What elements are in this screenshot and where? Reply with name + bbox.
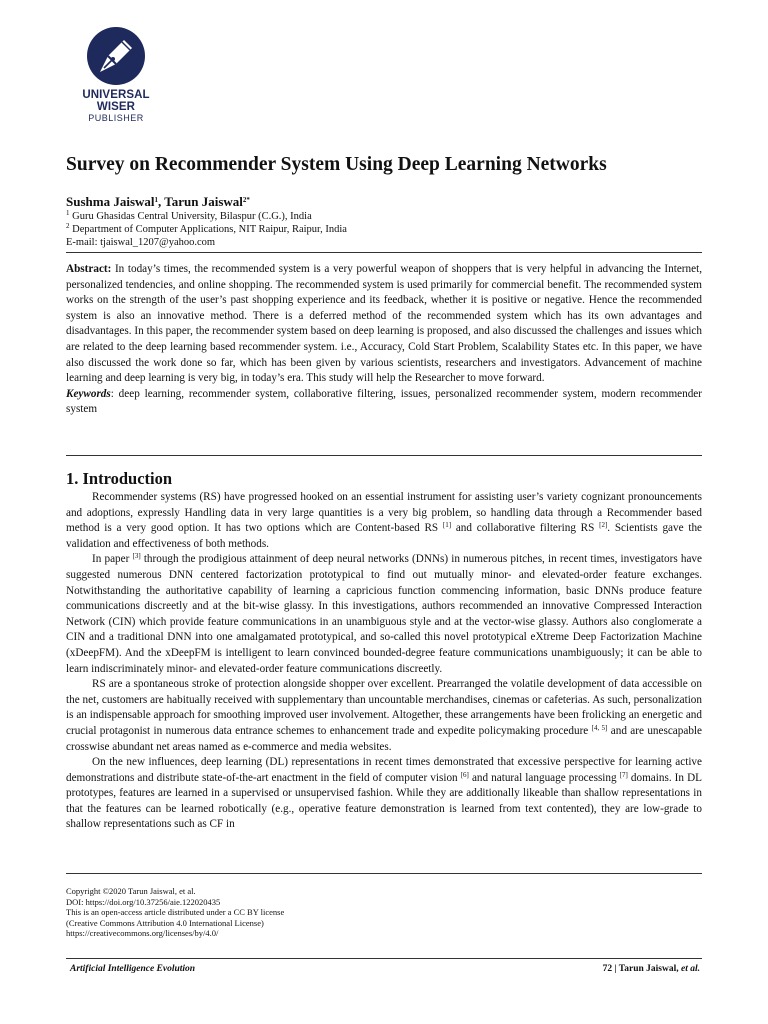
- license-url-line: https://creativecommons.org/licenses/by/4.0/: [66, 928, 219, 938]
- author-2: Tarun Jaiswal: [164, 194, 243, 209]
- copyright-footnote: [66, 886, 284, 939]
- abstract-block: [66, 262, 702, 418]
- affiliation-1-text: Guru Ghasidas Central University, Bilaspur (C.G.), India: [69, 211, 312, 222]
- paragraph-2: [66, 552, 702, 677]
- citation-3: [3]: [132, 552, 141, 561]
- footer-etal: et al.: [681, 964, 700, 974]
- abstract: [66, 262, 702, 387]
- p1-text-b: and collaborative filtering RS: [451, 522, 600, 535]
- page-number-author: 72 | Tarun Jaiswal,: [602, 964, 681, 974]
- author-email: E-mail: tjaiswal_1207@yahoo.com: [66, 237, 216, 248]
- affiliation-2: [66, 223, 347, 236]
- author-1-sup: 1: [154, 196, 158, 204]
- paragraph-3: [66, 677, 702, 755]
- affiliations: [66, 210, 347, 249]
- p1-text-a: Recommender systems (RS) have progressed hooked on an essential instrument for assisting user’s variety cognizant pronouncements and adoptions, expressly Handling data in very large quantities is a very big problem, so handling data through a Recommender based method is a very good option. It has two options which are Content-based RS: [66, 491, 702, 535]
- citation-1: [1]: [442, 521, 452, 530]
- journal-name: Artificial Intelligence Evolution: [70, 964, 196, 974]
- p3-text-a: RS are a spontaneous stroke of protection alongside shopper over excellent. Prearranged the volatile development of data accessible on the net, customers are habitually received with supplementary than uncountable merchandises, cinemas or cafeterias. As such, personalization is an indispensable approach for smoothing improved user involvement. Altogether, these arrangements have been frolicking an energetic and crucial protagonist in numerous data entrance schemes to enhancement trade and expedite policymaking procedure: [66, 678, 702, 737]
- abstract-label: Abstract:: [66, 263, 112, 275]
- p4-text-b: and natural language processing: [468, 771, 620, 784]
- citation-4-5: [4, 5]: [591, 723, 608, 732]
- p2-text-a: In paper: [92, 553, 133, 566]
- keywords-label: Keywords: [66, 387, 111, 400]
- affiliation-2-sup: 2: [66, 222, 70, 230]
- divider-footnote: [66, 873, 702, 874]
- logo-subtitle: PUBLISHER: [88, 113, 144, 123]
- author-1: Sushma Jaiswal: [66, 194, 155, 209]
- divider-abstract: [66, 455, 702, 456]
- section-heading: 1. Introduction: [66, 469, 173, 488]
- copyright-line: Copyright ©2020 Tarun Jaiswal, et al.: [66, 886, 196, 896]
- author-separator: ,: [158, 194, 165, 209]
- page-footer: [430, 964, 700, 974]
- p4-text-a: On the new influences, deep learning (DL) representations in recent times demonstrated that excessive perspective for learning active demonstrations and distribute state-of-the-art enactment in the field of computer vision: [66, 756, 702, 784]
- citation-6: [6]: [460, 770, 469, 779]
- p2-text-b: through the prodigious attainment of deep neural networks (DNNs) in numerous pitches, in recent times, investigators have suggested numerous DNN centered factorization prototypical to find out mutually minor- and elevated-order feature exchanges. Notwithstanding the authoritative capability of learning a capricious function commencing information, basic DNNs produce feature communications discreetly and at the bit-wise glassy. In this investigations, authors recommended an innovative Compressed Interaction Network (CIN) which provide feature communications in an unambiguous style and at the vector-wise glassy. Authors also conglomerate a CIN and a traditional DNN into one amalgamated prototypical, and so-called this novel prototypical eXtreme Deep Factorization Machine (xDeepFM). And the xDeepFM is intelligent to learn convinced bounded-degree feature communications unambiguously; it can be able to learn indiscriminately minor- and elevated-order feature communications discreetly.: [66, 553, 702, 675]
- publisher-logo: [64, 26, 168, 123]
- p4-text-c: domains. In DL prototypes, features are learned in a supervised or unsupervised fashion. While they are additionally likeable than shallow representations in that the features can be learned robotically (e.g., operative feature demonstration is learned from text contented), they are low-grade to shallow representations such as CF in: [66, 771, 702, 831]
- keywords: [66, 387, 702, 418]
- p1-text-c: . Scientists gave the validation and effectiveness of both methods.: [66, 522, 702, 550]
- affiliation-1-sup: 1: [66, 209, 70, 217]
- paragraph-1: [66, 490, 702, 552]
- paragraph-4: [66, 755, 702, 833]
- doi-line: DOI: https://doi.org/10.37256/aie.122020435: [66, 896, 221, 907]
- license-name-line: (Creative Commons Attribution 4.0 International License): [66, 917, 264, 928]
- citation-7: [7]: [619, 770, 628, 779]
- affiliation-email: [66, 236, 347, 249]
- footer-divider: [66, 958, 702, 959]
- affiliation-1: [66, 210, 347, 223]
- paper-title: Survey on Recommender System Using Deep Learning Networks: [66, 154, 607, 175]
- author-2-sup: 2*: [242, 196, 250, 204]
- abstract-text: In today’s times, the recommended system is a very powerful weapon of shoppers that is very helpful in advancing the Internet, personalized tendencies, and online shopping. The recommended system is used primarily for commercial benefit. The recommended system works on the strength of the user’s past shopping experience and its feedback, whether it is positive or negative. Hence the recommended system is also an innovative method. There is a deferred method of the recommended system which has its own advantages and disadvantages. In this paper, the recommender system based on deep learning is proposed, and also discussed the challenges and issues which are related to the deep learning based recommender system. i.e., Accuracy, Cold Start Problem, Scalability States etc. In this paper, we have also discussed the work done so far, which has been given by various scientists, researchers and investigators. Advancement of machine learning and deep learning is very big, in today’s era. This study will help the Researcher to move forward.: [66, 263, 702, 385]
- p3-text-b: and are unescapable crosswise abundant net areas named as e-commerce and media websites.: [66, 724, 702, 753]
- body-text: [66, 490, 702, 833]
- license-line: This is an open-access article distributed under a CC BY license: [66, 907, 285, 917]
- affiliation-2-text: Department of Computer Applications, NIT Raipur, Raipur, India: [69, 224, 347, 235]
- author-list: [66, 194, 250, 210]
- pen-nib-icon: [86, 26, 146, 86]
- logo-name: UNIVERSAL WISER: [82, 89, 150, 113]
- divider-top: [66, 252, 702, 253]
- citation-2: [2]: [599, 521, 608, 530]
- keywords-text: : deep learning, recommender system, collaborative filtering, issues, personalized recommender system, modern recommender system: [66, 387, 702, 416]
